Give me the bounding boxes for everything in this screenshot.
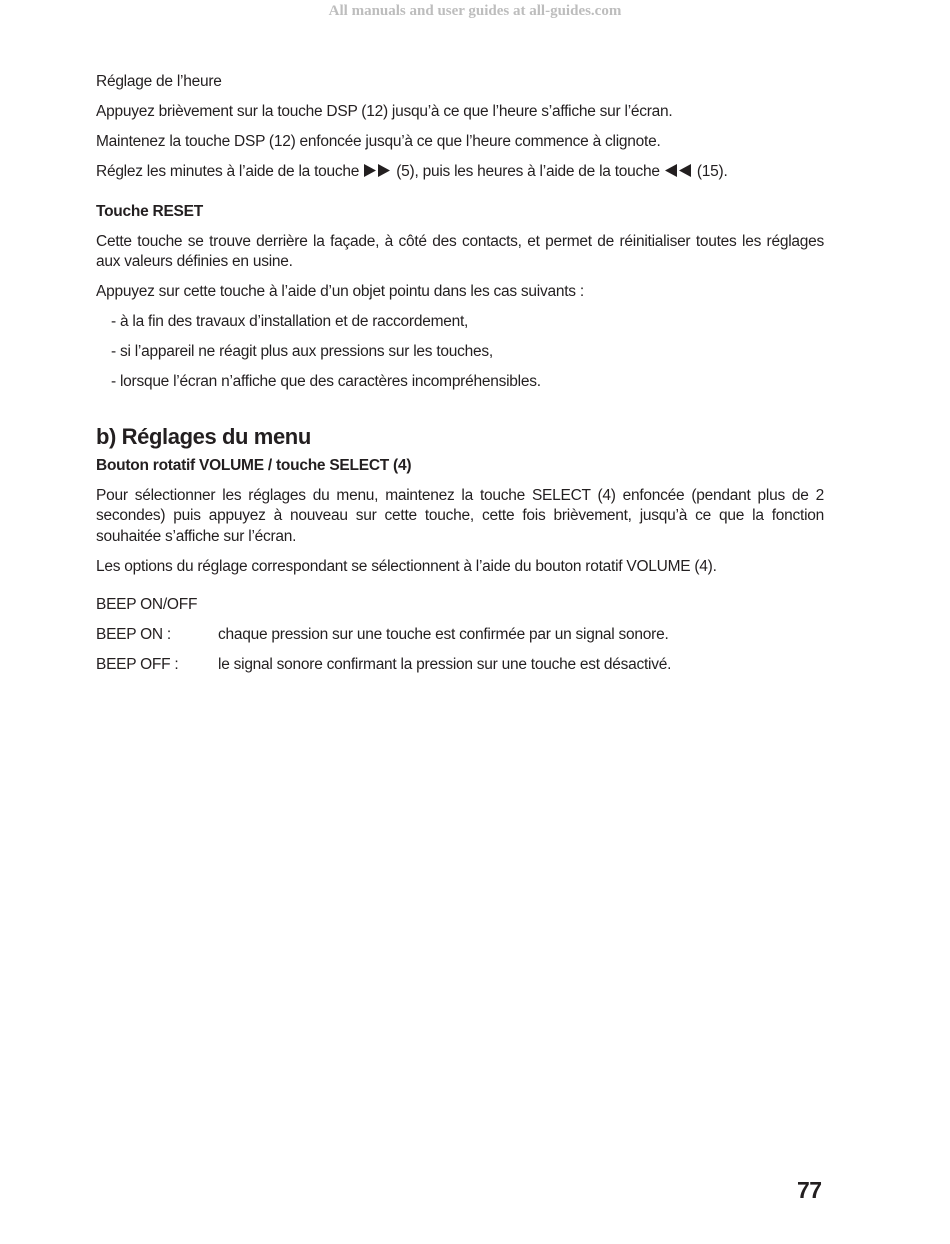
clock-paragraph-1: Appuyez brièvement sur la touche DSP (12) jusqu’à ce que l’heure s’affiche sur l’écran. <box>96 103 673 120</box>
beep-row-text: le signal sonore confirmant la pression sur une touche est désactivé. <box>218 656 672 673</box>
rewind-icon <box>664 163 693 184</box>
reset-heading: Touche RESET <box>96 202 203 220</box>
reset-list-item: - si l’appareil ne réagit plus aux pressions sur les touches, <box>111 343 493 360</box>
clock-p3-part-c: (15). <box>696 163 728 180</box>
reset-list-item: - à la fin des travaux d’installation et de raccordement, <box>111 313 469 330</box>
beep-title: BEEP ON/OFF <box>96 596 198 613</box>
clock-p3-part-b: (5), puis les heures à l’aide de la touche <box>396 163 660 180</box>
menu-paragraph-2: Les options du réglage correspondant se sélectionnent à l’aide du bouton rotatif VOLUME (4). <box>96 557 717 575</box>
beep-row-label: BEEP OFF : <box>96 656 179 673</box>
fast-forward-icon <box>363 163 392 184</box>
page-number: 77 <box>797 1177 822 1203</box>
beep-row-label: BEEP ON : <box>96 626 171 643</box>
menu-section-heading: b) Réglages du menu <box>96 423 311 449</box>
menu-subheading: Bouton rotatif VOLUME / touche SELECT (4) <box>96 456 412 474</box>
page-content <box>96 72 824 685</box>
beep-row <box>96 625 824 646</box>
menu-paragraph-1: Pour sélectionner les réglages du menu, maintenez la touche SELECT (4) enfoncée (pendant plus de 2 secondes) puis appuyez à nouveau sur cette touche, cette fois brièvement, jusqu’à ce que la fonction souhaitée s’affiche sur l’écran. <box>96 486 824 545</box>
reset-paragraph-1: Cette touche se trouve derrière la façade, à côté des contacts, et permet de réinitialiser toutes les réglages aux valeurs définies en usine. <box>96 232 824 270</box>
clock-p3-part-a: Réglez les minutes à l’aide de la touche <box>96 163 360 180</box>
clock-paragraph-2: Maintenez la touche DSP (12) enfoncée jusqu’à ce que l’heure commence à clignote. <box>96 133 661 150</box>
beep-row <box>96 655 824 676</box>
reset-list-item: - lorsque l’écran n’affiche que des caractères incompréhensibles. <box>111 373 541 390</box>
reset-paragraph-2: Appuyez sur cette touche à l’aide d’un objet pointu dans les cas suivants : <box>96 283 584 300</box>
beep-row-text: chaque pression sur une touche est confirmée par un signal sonore. <box>218 626 669 643</box>
clock-title: Réglage de l’heure <box>96 73 222 90</box>
watermark: All manuals and user guides at all-guides.com <box>328 3 622 19</box>
clock-paragraph-3 <box>96 162 824 184</box>
